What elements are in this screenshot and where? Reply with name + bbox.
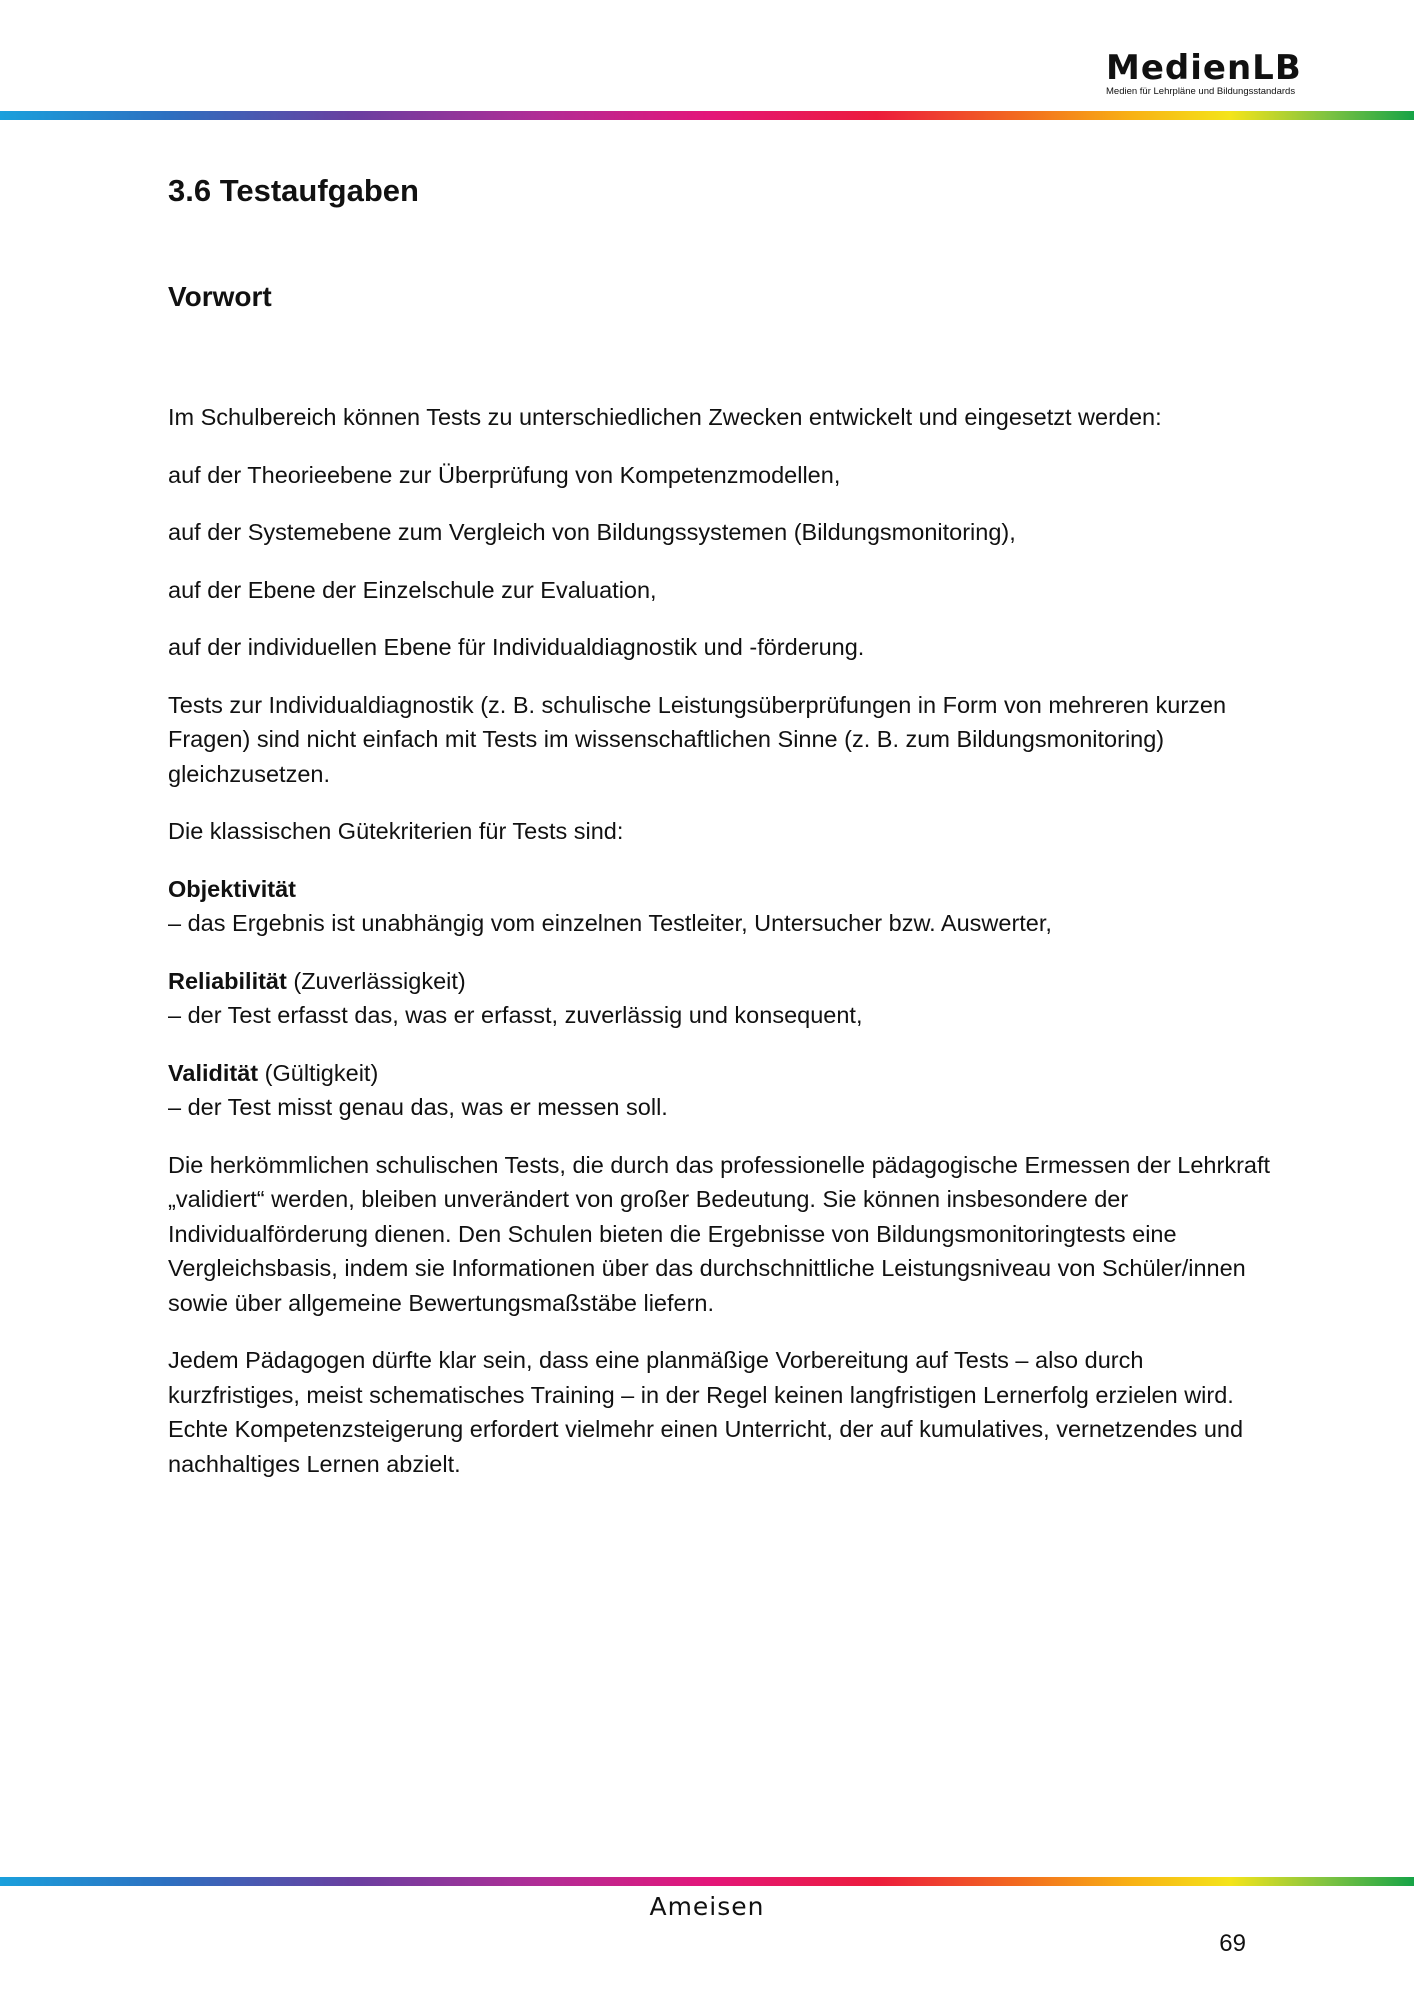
footer-chapter-label: Ameisen [649, 1892, 765, 1921]
footer-rainbow-bar [0, 1877, 1414, 1886]
logo-tagline: Medien für Lehrpläne und Bildungsstandards [1106, 86, 1296, 97]
criterion-validity [168, 1056, 1278, 1125]
criterion-term: Reliabilität [168, 967, 287, 994]
list-item-system: auf der Systemebene zum Vergleich von Bildungssystemen (Bildungsmonitoring), [168, 519, 1016, 545]
section-title: 3.6 Testaufgaben [168, 173, 419, 208]
subtitle: Vorwort [168, 281, 272, 312]
criterion-description: – das Ergebnis ist unabhängig vom einzelnen Testleiter, Untersucher bzw. Auswerter, [168, 910, 1052, 936]
medienlb-logo [1106, 48, 1302, 97]
criterion-description: – der Test misst genau das, was er messen soll. [168, 1094, 668, 1120]
criterion-term: Objektivität [168, 875, 296, 902]
list-item-theory: auf der Theorieebene zur Überprüfung von Kompetenzmodellen, [168, 461, 841, 488]
criterion-note: (Gültigkeit) [258, 1059, 379, 1086]
logo-name: MedienLB [1106, 48, 1302, 88]
criterion-reliability [168, 964, 1278, 1033]
header-rainbow-bar [0, 111, 1414, 120]
diagnostics-paragraph: Tests zur Individualdiagnostik (z. B. schulische Leistungsüberprüfungen in Form von mehreren kurzen Fragen) sind nicht einfach mit Tests im wissenschaftlichen Sinne (z. B. zum Bildungsmonitoring) gleichzusetzen. [168, 691, 1227, 787]
page-content [168, 160, 1278, 1504]
body-text [168, 400, 1278, 1481]
preparation-paragraph: Jedem Pädagogen dürfte klar sein, dass eine planmäßige Vorbereitung auf Tests – also durch kurzfristiges, meist schematisches Training – in der Regel keinen langfristigen Lernerfolg erzielen wird. Echte Kompetenzsteigerung erfordert vielmehr einen Unterricht, der auf kumulatives, vernetzendes und nachhaltiges Lernen abzielt. [168, 1347, 1244, 1477]
page-number: 69 [1219, 1930, 1246, 1957]
criterion-objectivity [168, 872, 1278, 941]
criteria-intro: Die klassischen Gütekriterien für Tests sind: [168, 818, 624, 844]
list-item-school: auf der Ebene der Einzelschule zur Evaluation, [168, 576, 657, 603]
list-item-individual: auf der individuellen Ebene für Individualdiagnostik und -förderung. [168, 634, 865, 660]
intro-paragraph: Im Schulbereich können Tests zu unterschiedlichen Zwecken entwickelt und eingesetzt werden: [168, 404, 1162, 430]
criterion-note: (Zuverlässigkeit) [286, 967, 466, 994]
criterion-term: Validität [168, 1059, 259, 1086]
criterion-description: – der Test erfasst das, was er erfasst, zuverlässig und konsequent, [168, 1002, 863, 1028]
traditional-tests-paragraph: Die herkömmlichen schulischen Tests, die durch das professionelle pädagogische Ermessen der Lehrkraft „validiert“ werden, bleiben unverändert von großer Bedeutung. Sie können insbesondere der Individualförderung dienen. Den Schulen bieten die Ergebnisse von Bildungsmonitoringtests eine Vergleichsbasis, indem sie Informationen über das durchschnittliche Leistungsniveau von Schüler/innen sowie über allgemeine Bewertungsmaßstäbe liefern. [168, 1151, 1271, 1316]
